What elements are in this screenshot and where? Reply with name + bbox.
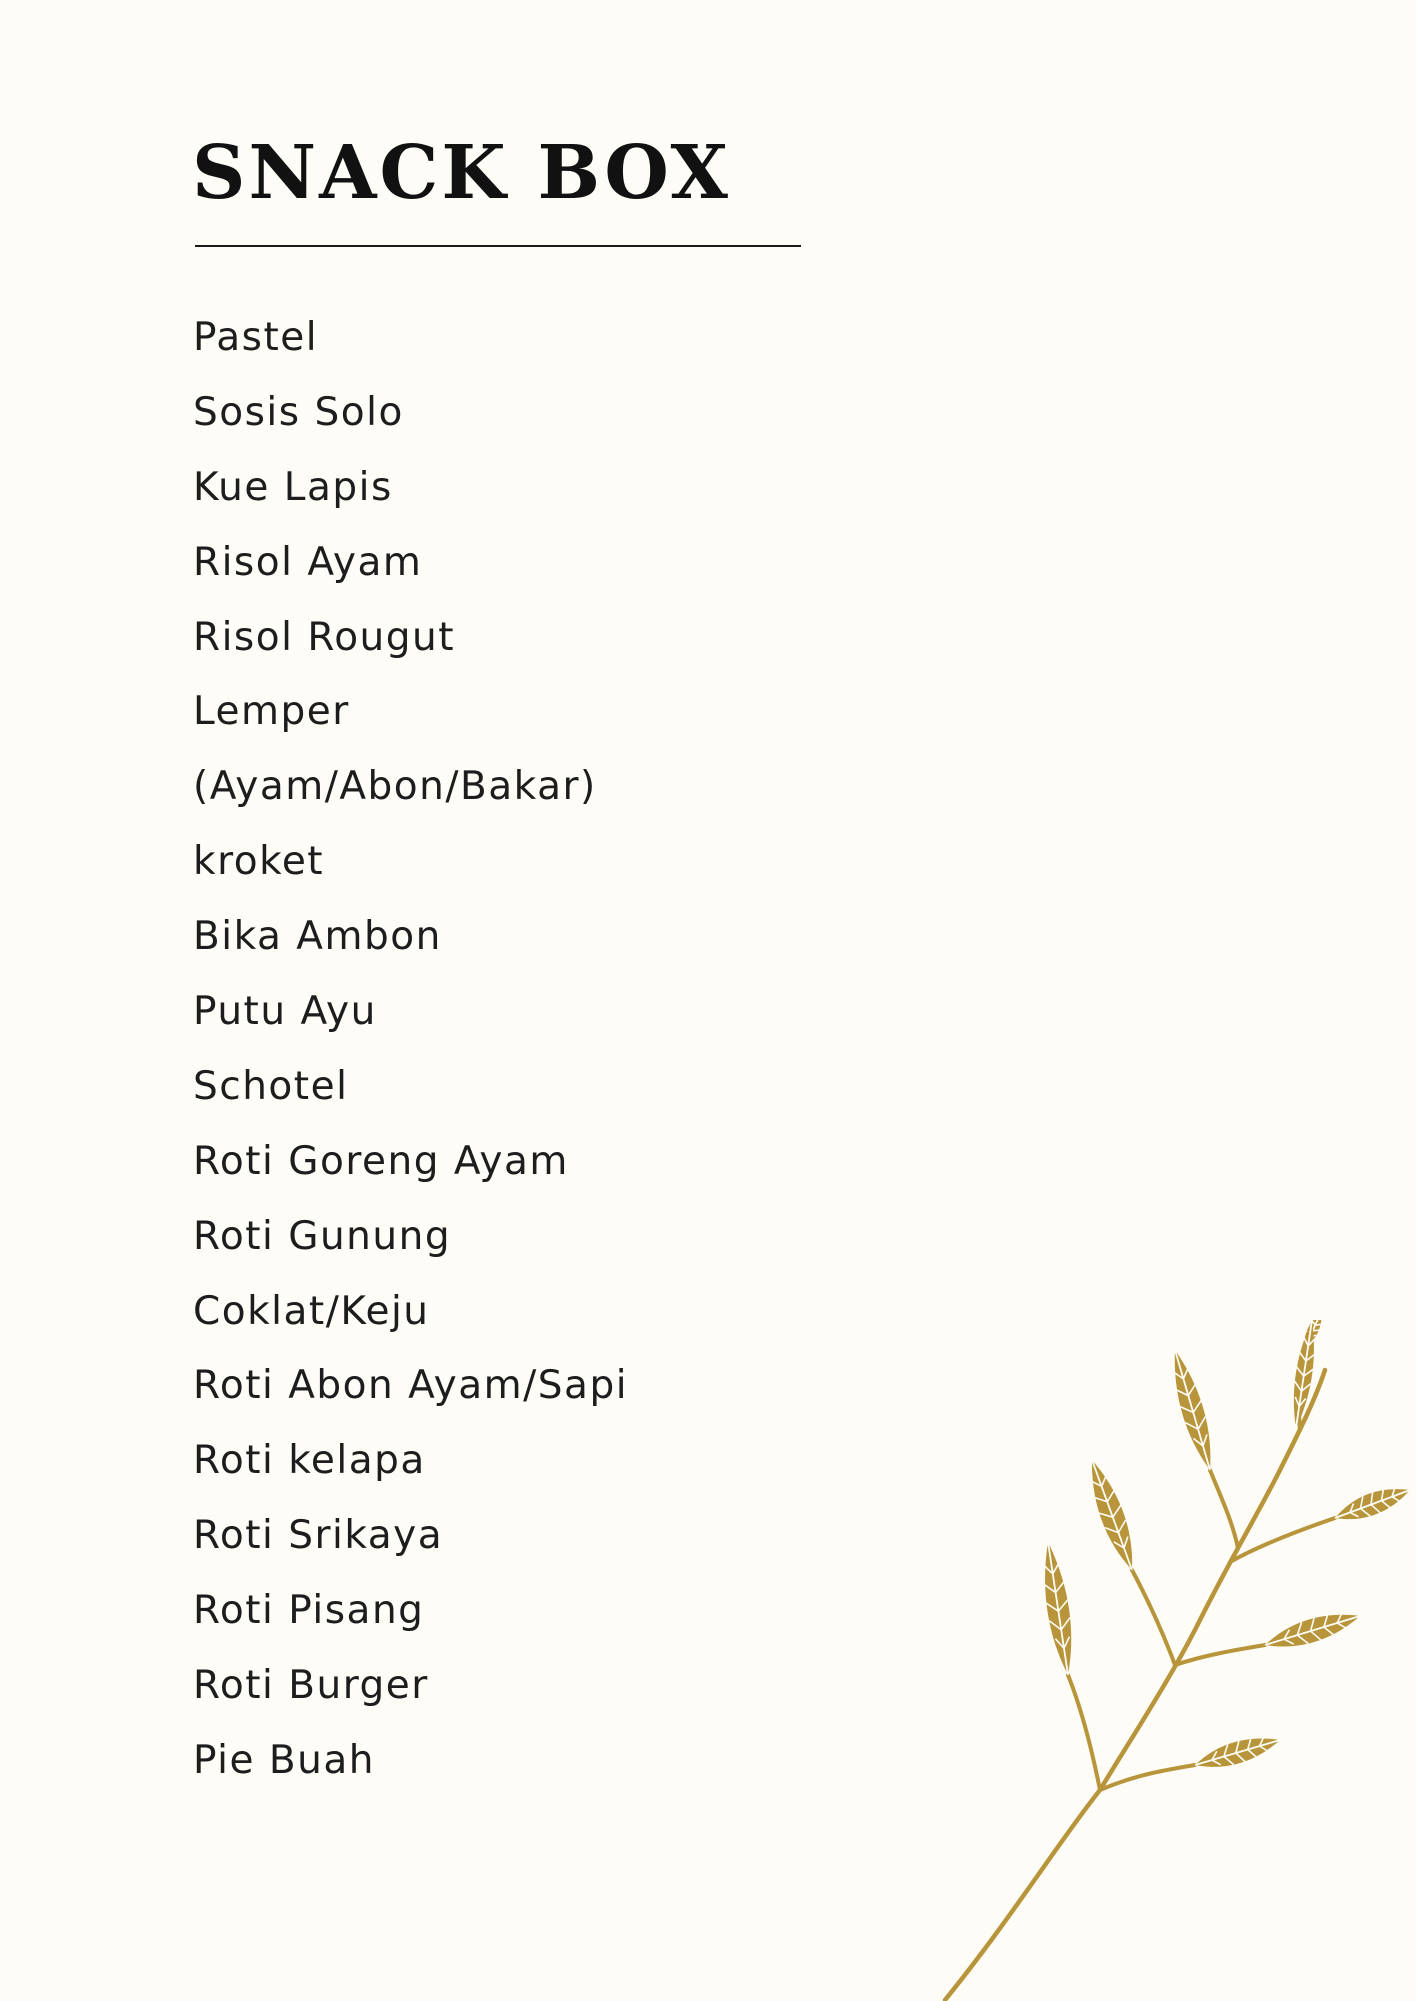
- menu-item: Pastel: [193, 315, 319, 360]
- menu-item: (Ayam/Abon/Bakar): [193, 764, 597, 810]
- menu-item-list: [193, 310, 628, 1808]
- leaf-sprig-icon: [920, 1320, 1416, 2001]
- menu-item: Risol Ayam: [193, 539, 423, 585]
- menu-item: Putu Ayu: [193, 989, 377, 1035]
- menu-item: Pie Buah: [193, 1737, 375, 1783]
- menu-item: Roti Abon Ayam/Sapi: [193, 1363, 629, 1409]
- menu-title: SNACK BOX: [192, 130, 731, 216]
- menu-item: Roti Srikaya: [193, 1513, 444, 1559]
- menu-item: Kue Lapis: [193, 464, 393, 510]
- menu-item: Bika Ambon: [193, 914, 442, 960]
- menu-item: Lemper: [193, 689, 350, 735]
- leaf-vein-icon: [1175, 1350, 1210, 1470]
- menu-item: kroket: [193, 839, 325, 885]
- menu-item: Roti Goreng Ayam: [193, 1138, 569, 1184]
- menu-item: Coklat/Keju: [193, 1288, 430, 1334]
- menu-item: Sosis Solo: [193, 389, 404, 435]
- leaf-vein-icon: [1315, 1324, 1322, 1325]
- menu-item: Roti Burger: [193, 1663, 429, 1709]
- title-divider: [195, 245, 801, 247]
- menu-item: Roti kelapa: [193, 1438, 426, 1484]
- menu-item: Schotel: [193, 1063, 349, 1109]
- menu-item: Roti Pisang: [193, 1588, 425, 1634]
- leaf-vein-icon: [1313, 1330, 1320, 1331]
- menu-item: Risol Rougut: [193, 614, 456, 660]
- leaf-vein-icon: [1092, 1460, 1132, 1570]
- menu-item: Roti Gunung: [193, 1213, 452, 1259]
